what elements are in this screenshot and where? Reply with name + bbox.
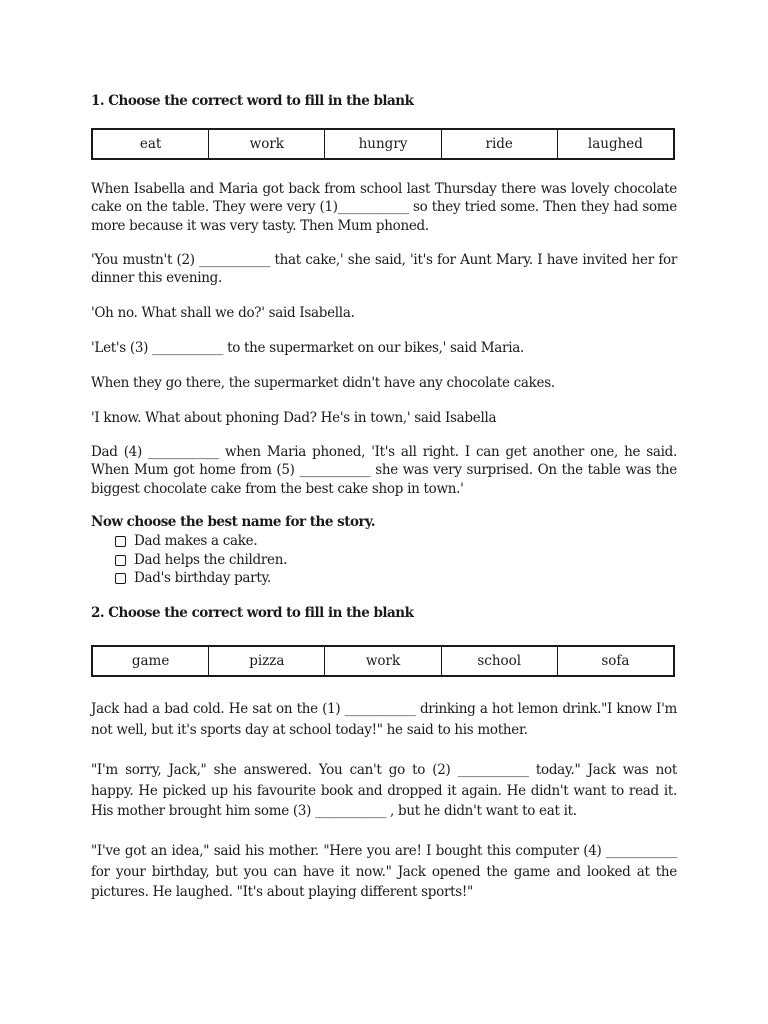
word-bank-cell: work	[209, 130, 325, 158]
word-bank-cell: pizza	[209, 647, 325, 675]
story-paragraph: Jack had a bad cold. He sat on the (1) ___________ drinking a hot lemon drink."I know I'm not well, but it's sports day at school today!" he said to his mother.	[91, 701, 677, 738]
section2-word-bank	[91, 645, 675, 677]
story-name-question: Now choose the best name for the story.	[91, 514, 376, 530]
story-paragraph: "I've got an idea," said his mother. "Here you are! I bought this computer (4) ___________ for your birthday, but you can have it now." Jack opened the game and looked at the pictures. He laughed. "It's about playing different sports!"	[91, 843, 677, 900]
story-paragraph: When Isabella and Maria got back from school last Thursday there was lovely chocolate cake on the table. They were very (1)___________ so they tried some. Then they had some more because it was very tasty. Then Mum phoned.	[91, 181, 677, 234]
story-paragraph: "I'm sorry, Jack," she answered. You can't go to (2) ___________ today." Jack was not happy. He picked up his favourite book and dropped it again. He didn't want to read it. His mother brought him some (3) ___________ , but he didn't want to eat it.	[91, 762, 677, 819]
word-bank-cell: work	[325, 647, 441, 675]
section2-heading: 2. Choose the correct word to fill in the blank	[91, 605, 414, 621]
story-name-option[interactable]	[115, 570, 271, 586]
checkbox[interactable]	[115, 573, 126, 584]
section1-heading: 1. Choose the correct word to fill in the blank	[91, 93, 414, 109]
word-bank-cell: laughed	[587, 136, 643, 152]
checkbox[interactable]	[115, 555, 126, 566]
story-paragraph: 'Let's (3) ___________ to the supermarket on our bikes,' said Maria.	[91, 340, 524, 356]
story-paragraph: 'Oh no. What shall we do?' said Isabella.	[91, 305, 355, 321]
checkbox[interactable]	[115, 536, 126, 547]
story-paragraph: 'You mustn't (2) ___________ that cake,' she said, 'it's for Aunt Mary. I have invited her for dinner this evening.	[91, 252, 677, 287]
option-label: Dad's birthday party.	[134, 570, 271, 586]
word-bank-cell: school	[442, 647, 558, 675]
story-paragraph: Dad (4) ___________ when Maria phoned, 'It's all right. I can get another one, he said. When Mum got home from (5) ___________ she was very surprised. On the table was the biggest chocolate cake from the best cake shop in town.'	[91, 444, 677, 497]
story-name-option[interactable]	[115, 533, 257, 549]
option-label: Dad helps the children.	[134, 552, 288, 568]
story-name-option[interactable]	[115, 552, 287, 568]
story-paragraph: 'I know. What about phoning Dad? He's in town,' said Isabella	[91, 410, 497, 426]
word-bank-cell: sofa	[601, 653, 630, 669]
word-bank-cell: hungry	[325, 130, 441, 158]
story-paragraph: When they go there, the supermarket didn't have any chocolate cakes.	[91, 375, 555, 391]
word-bank-cell: ride	[442, 130, 558, 158]
word-bank-cell: game	[93, 647, 209, 675]
option-label: Dad makes a cake.	[134, 533, 258, 549]
section1-word-bank	[91, 128, 675, 160]
word-bank-cell: eat	[93, 130, 209, 158]
